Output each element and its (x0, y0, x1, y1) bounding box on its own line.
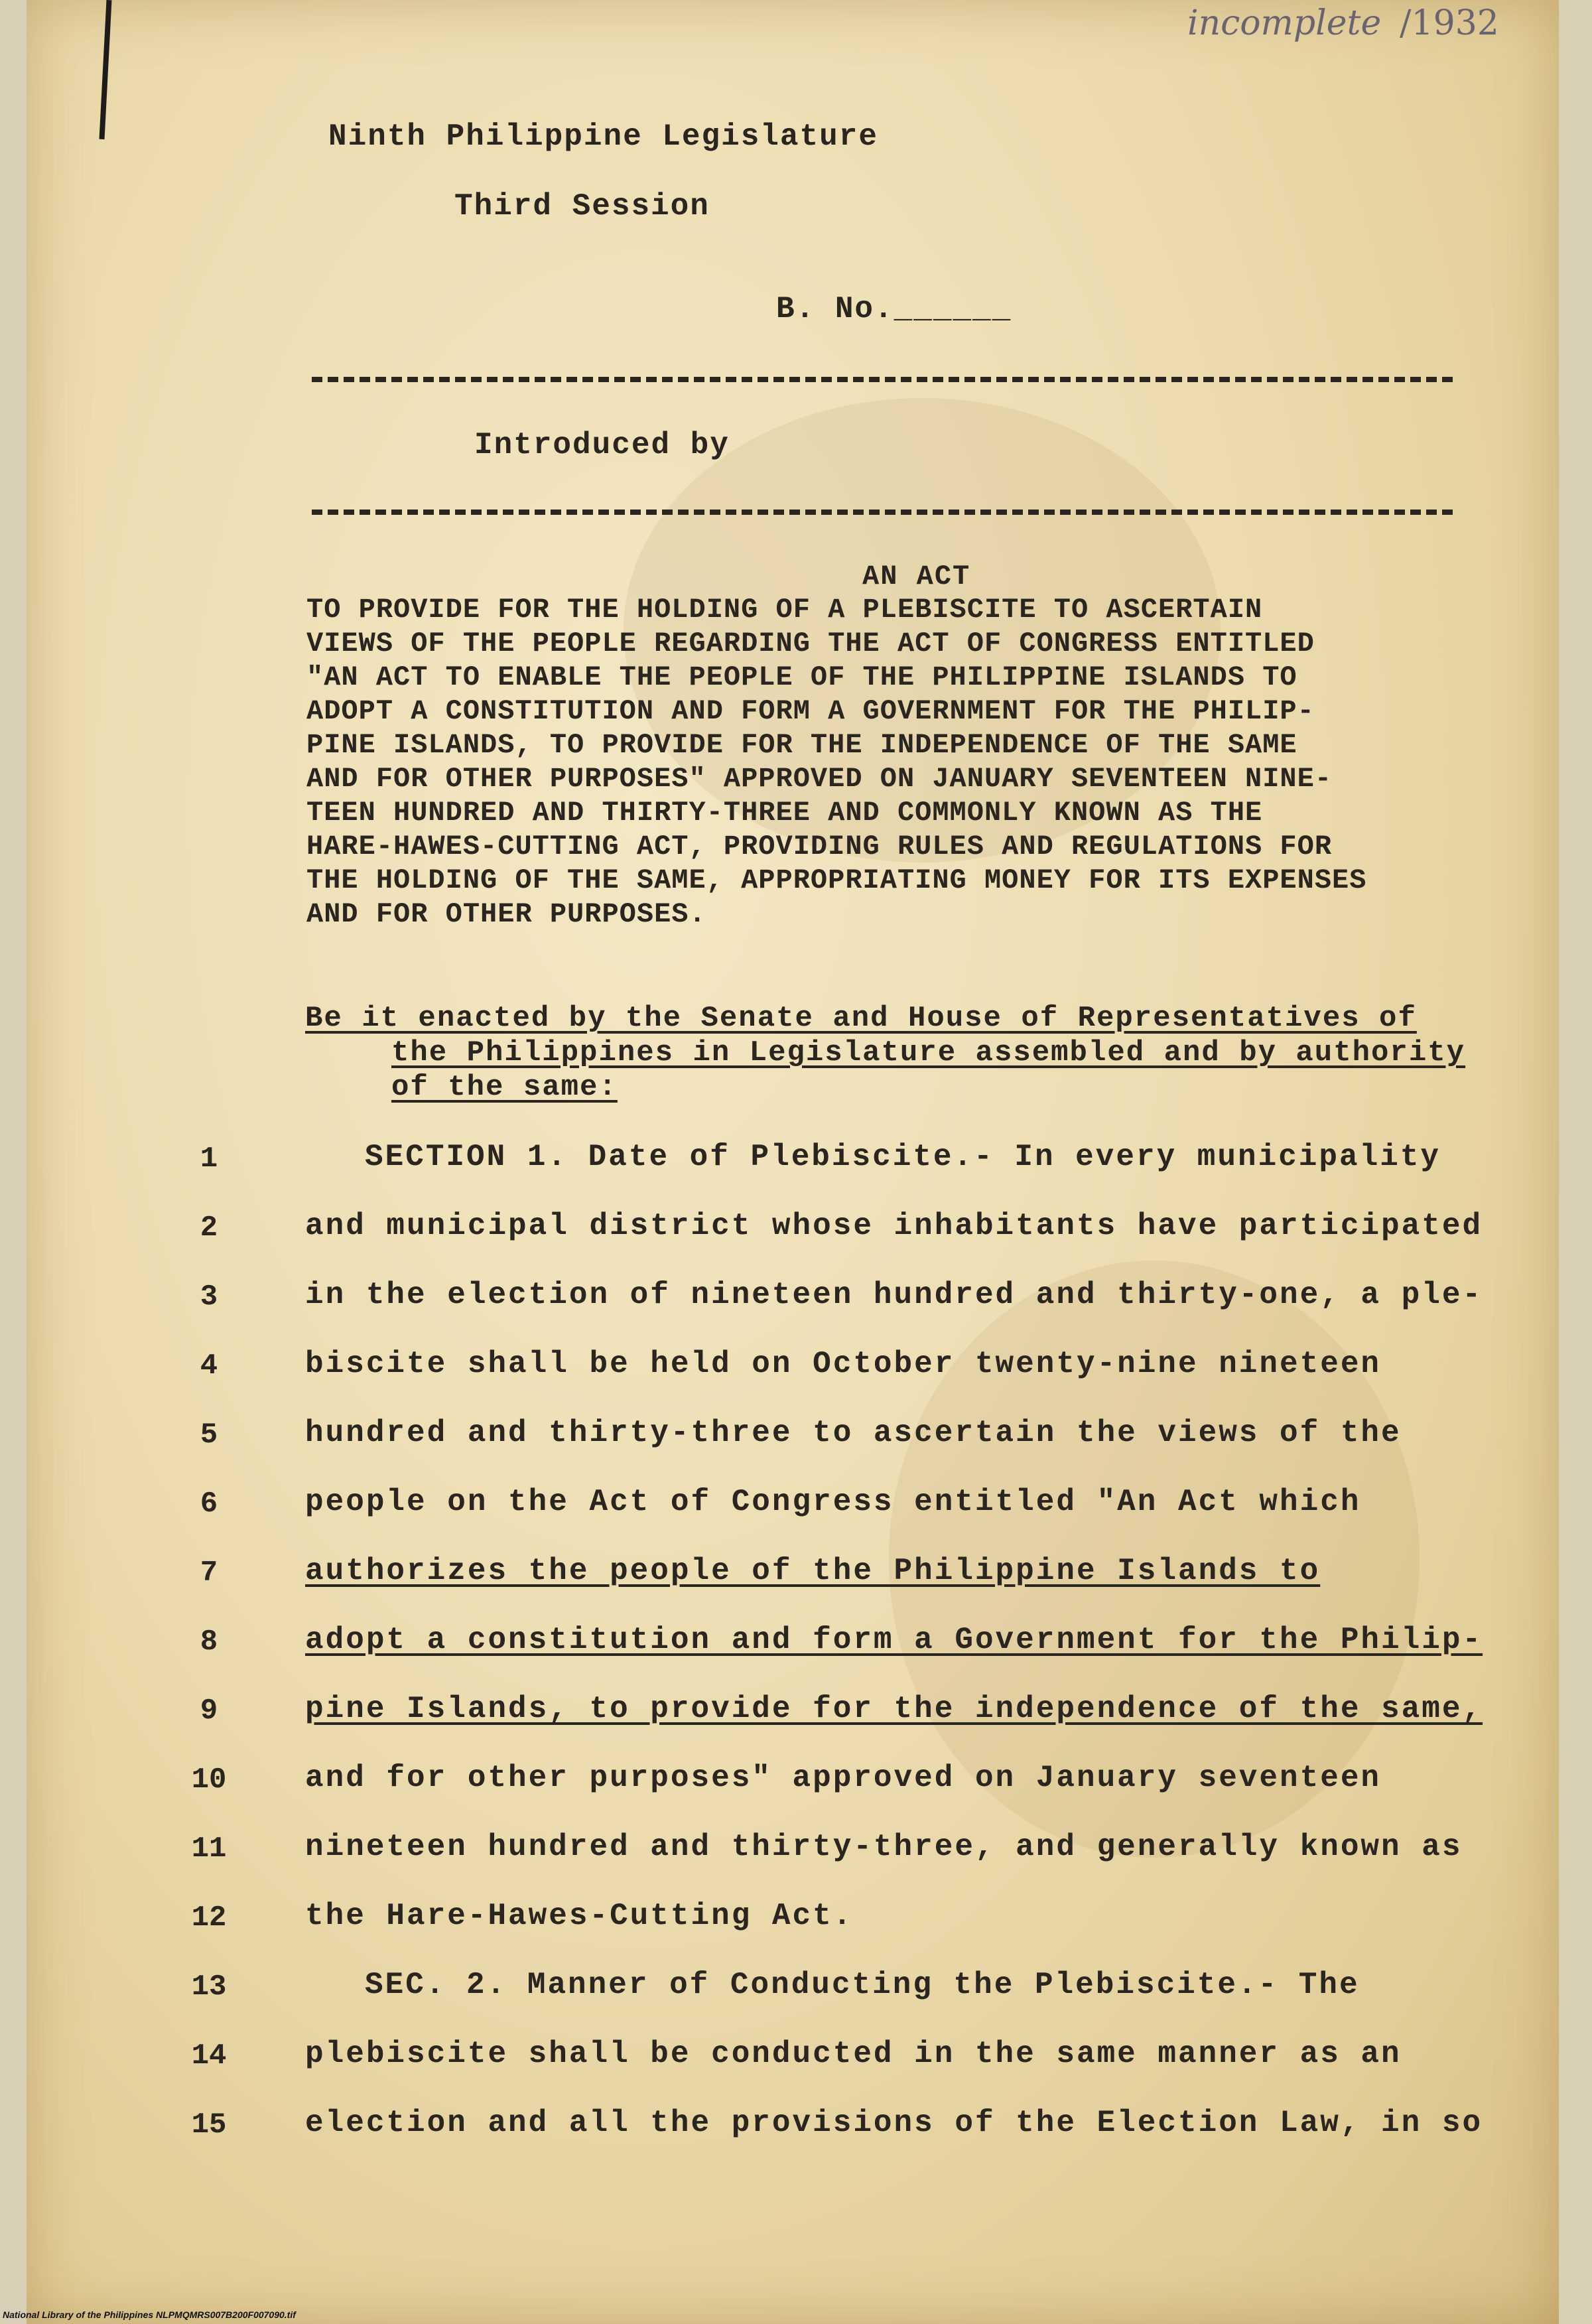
divider-line (312, 510, 1453, 515)
body-line: biscite shall be held on October twenty-nine nineteen (305, 1347, 1382, 1381)
body-line: nineteen hundred and thirty-three, and generally known as (305, 1830, 1463, 1864)
line-number: 6 (200, 1487, 218, 1521)
act-title-line: HARE-HAWES-CUTTING ACT, PROVIDING RULES AND REGULATIONS FOR (306, 831, 1333, 862)
handwritten-note: incomplete (1187, 3, 1382, 43)
act-title-line: PINE ISLANDS, TO PROVIDE FOR THE INDEPENDENCE OF THE SAME (306, 729, 1297, 761)
act-title-line: AND FOR OTHER PURPOSES. (306, 898, 706, 930)
body-line: and municipal district whose inhabitants have participated (305, 1209, 1483, 1243)
handwritten-year: /1932 (1400, 3, 1499, 43)
bill-number: B. No.______ (776, 292, 1012, 326)
act-title-line: ADOPT A CONSTITUTION AND FORM A GOVERNMENT FOR THE PHILIP- (306, 695, 1315, 727)
line-number: 7 (200, 1556, 218, 1590)
session-title: Third Session (454, 189, 710, 224)
line-number: 5 (200, 1418, 218, 1452)
line-number: 14 (191, 2039, 227, 2073)
line-number: 4 (200, 1349, 218, 1383)
line-number: 11 (191, 1832, 227, 1866)
act-title-line: AND FOR OTHER PURPOSES" APPROVED ON JANUARY SEVENTEEN NINE- (306, 763, 1333, 795)
line-number: 9 (200, 1694, 218, 1728)
line-number: 8 (200, 1625, 218, 1659)
archive-footer: National Library of the Philippines NLPMQMRS007B200F007090.tif (3, 2309, 296, 2320)
enacting-clause-line: the Philippines in Legislature assembled and by authority (391, 1036, 1466, 1069)
introduced-by-label: Introduced by (474, 428, 730, 462)
divider-line (312, 377, 1453, 382)
body-line: election and all the provisions of the Election Law, in so (305, 2106, 1483, 2140)
body-line: in the election of nineteen hundred and thirty-one, a ple- (305, 1278, 1483, 1312)
line-number: 12 (191, 1901, 227, 1935)
act-heading: AN ACT (862, 561, 971, 592)
act-title-line: "AN ACT TO ENABLE THE PEOPLE OF THE PHILIPPINE ISLANDS TO (306, 661, 1297, 693)
line-number: 2 (200, 1211, 218, 1245)
line-number: 13 (191, 1970, 227, 2004)
body-line: and for other purposes" approved on January seventeen (305, 1761, 1382, 1795)
body-line: SECTION 1. Date of Plebiscite.- In every municipality (365, 1140, 1441, 1174)
body-line: hundred and thirty-three to ascertain the views of the (305, 1416, 1402, 1450)
act-title-line: TEEN HUNDRED AND THIRTY-THREE AND COMMONLY KNOWN AS THE (306, 797, 1263, 829)
act-title-line: TO PROVIDE FOR THE HOLDING OF A PLEBISCITE TO ASCERTAIN (306, 594, 1263, 626)
enacting-clause-line: of the same: (391, 1071, 618, 1104)
body-line: plebiscite shall be conducted in the same manner as an (305, 2037, 1402, 2071)
legislature-title: Ninth Philippine Legislature (328, 119, 878, 154)
body-line: SEC. 2. Manner of Conducting the Plebiscite.- The (365, 1968, 1360, 2002)
line-number: 15 (191, 2108, 227, 2142)
body-line: people on the Act of Congress entitled "An Act which (305, 1485, 1361, 1519)
line-number: 10 (191, 1763, 227, 1797)
body-line: adopt a constitution and form a Government for the Philip- (305, 1623, 1483, 1657)
act-title-line: VIEWS OF THE PEOPLE REGARDING THE ACT OF CONGRESS ENTITLED (306, 628, 1315, 659)
enacting-clause-line: Be it enacted by the Senate and House of Representatives of (305, 1002, 1417, 1035)
line-number: 1 (200, 1142, 218, 1176)
line-number: 3 (200, 1280, 218, 1314)
body-line: pine Islands, to provide for the independence of the same, (305, 1692, 1483, 1726)
body-line: the Hare-Hawes-Cutting Act. (305, 1899, 854, 1933)
body-line: authorizes the people of the Philippine Islands to (305, 1554, 1321, 1588)
act-title-line: THE HOLDING OF THE SAME, APPROPRIATING MONEY FOR ITS EXPENSES (306, 864, 1367, 896)
